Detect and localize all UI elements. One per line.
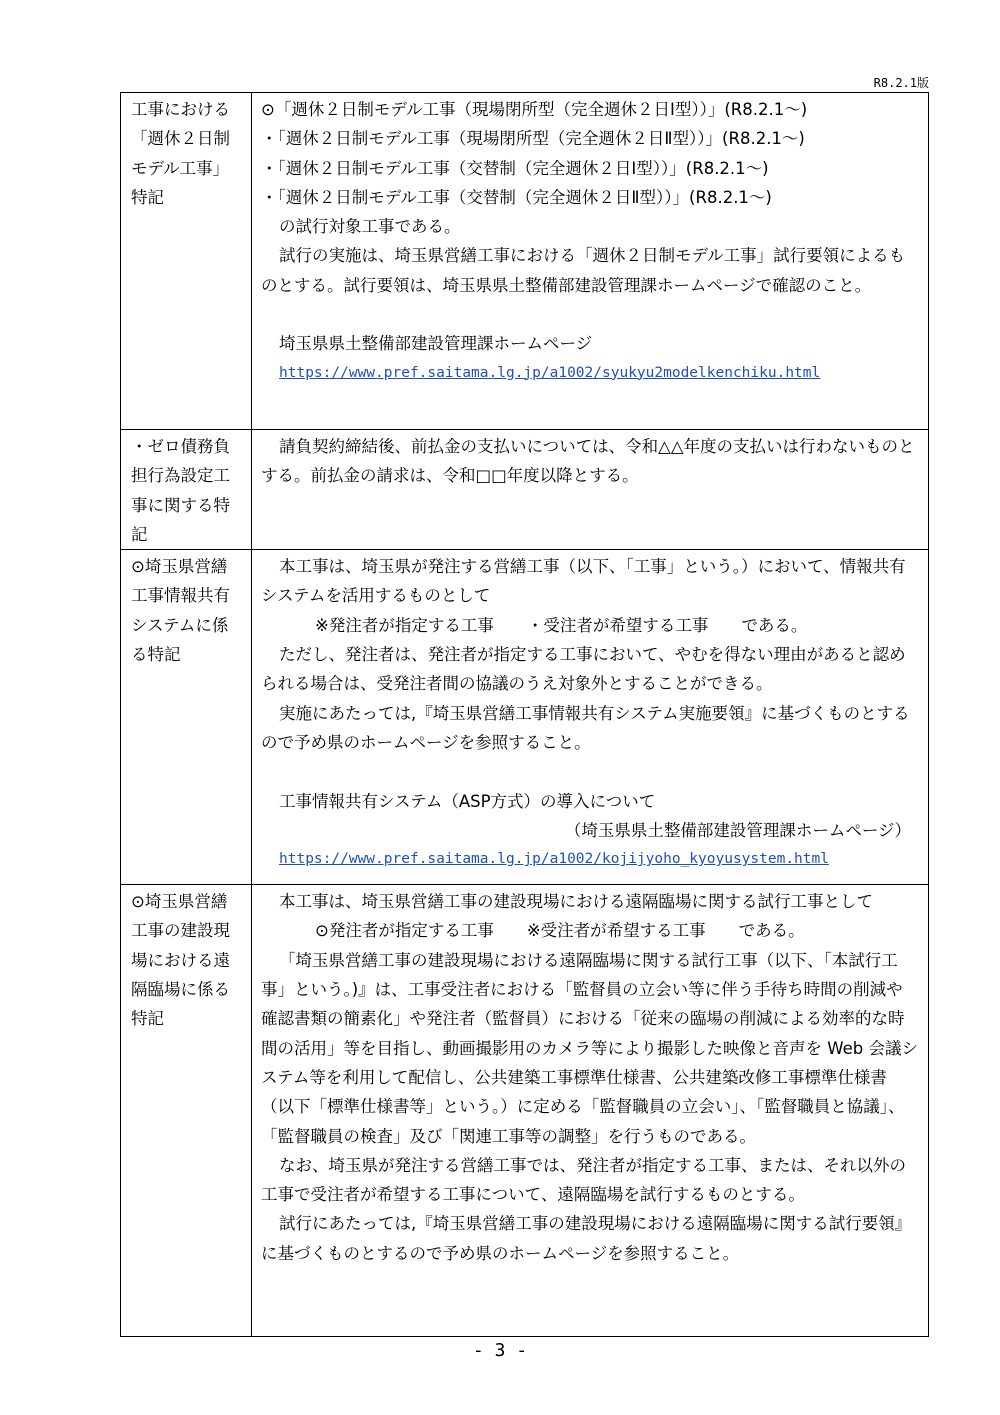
row-content (252, 430, 929, 550)
choice-line: ⊙発注者が指定する工事 ※受注者が希望する工事 である。 (315, 921, 805, 941)
row-label: ⊙埼玉県営繕工事情報共有システムに係る特記 (121, 550, 252, 885)
version-label: R8.2.1版 (873, 76, 929, 90)
homepage-link[interactable]: https://www.pref.saitama.lg.jp/a1002/syukyu2modelkenchiku.html (279, 364, 821, 381)
row-label: ⊙埼玉県営繕工事の建設現場における遠隔臨場に係る特記 (121, 885, 252, 1337)
model-type-line: ・「週休２日制モデル工事（交替制（完全週休２日Ⅰ型））」(R8.2.1～) (261, 158, 769, 178)
paragraph: ただし、発注者は、発注者が指定する工事において、やむを得ない理由があると認められる場合は、受発注者間の協議のうえ対象外とすることができる。 (261, 645, 906, 694)
paragraph: 本工事は、埼玉県が発注する営繕工事（以下、「工事」という。）において、情報共有システムを活用するものとして (261, 557, 906, 606)
model-type-line: ・「週休２日制モデル工事（現場閉所型（完全週休２日Ⅱ型））」(R8.2.1～) (261, 129, 805, 149)
paragraph: 実施にあたっては,『埼玉県営繕工事情報共有システム実施要領』に基づくものとするので予め県のホームページを参照すること。 (261, 703, 910, 752)
row-content (252, 885, 929, 1337)
row-content (252, 93, 929, 430)
table-row (121, 93, 929, 430)
page-number: - 3 - (472, 1340, 528, 1361)
row-label: 工事における「週休２日制モデル工事」特記 (121, 93, 252, 430)
link-title: 埼玉県県土整備部建設管理課ホームページ (279, 334, 593, 354)
model-type-line: ⊙「週休２日制モデル工事（現場閉所型（完全週休２日Ⅰ型））」(R8.2.1～) (261, 100, 808, 119)
row-label: ・ゼロ債務負担行為設定工事に関する特記 (121, 430, 252, 550)
paragraph: 「埼玉県営繕工事の建設現場における遠隔臨場に関する試行工事（以下、「本試行工事」という。)』は、工事受注者における「監督員の立会い等に伴う手待ち時間の削減や確認書類の簡素化」や発注者（監督員）における「従来の臨場の削減による効率的な時間の活用」等を目指し、動画撮影用のカメラ等により撮影した映像と音声を Web 会議システム等を利用して配信し、公共建築工事標準仕様書、公共建築改修工事標準仕様書（以下「標準仕様書等」という。）に定める「監督職員の立会い」、「監督職員と協議」、「監督職員の検査」及び「関連工事等の調整」を行うものである。 (261, 950, 918, 1146)
paragraph: 試行の実施は、埼玉県営繕工事における「週休２日制モデル工事」試行要領によるものとする。試行要領は、埼玉県県土整備部建設管理課ホームページで確認のこと。 (261, 246, 906, 295)
paragraph: なお、埼玉県が発注する営繕工事では、発注者が指定する工事、または、それ以外の工事で受注者が希望する工事について、遠隔臨場を試行するものとする。 (261, 1155, 906, 1205)
homepage-link[interactable]: https://www.pref.saitama.lg.jp/a1002/kojijyoho_kyoyusystem.html (279, 851, 829, 868)
row-content (252, 550, 929, 885)
choice-line: ※発注者が指定する工事 ・受注者が希望する工事 である。 (315, 615, 808, 635)
link-source: （埼玉県県土整備部建設管理課ホームページ） (564, 820, 911, 840)
model-type-line: ・「週休２日制モデル工事（交替制（完全週休２日Ⅱ型））」(R8.2.1～) (261, 187, 772, 207)
table-row (121, 550, 929, 885)
paragraph: 請負契約締結後、前払金の支払いについては、令和△△年度の支払いは行わないものとする。前払金の請求は、令和□□年度以降とする。 (261, 437, 915, 486)
table-row (121, 430, 929, 550)
paragraph: 試行にあたっては,『埼玉県営繕工事の建設現場における遠隔臨場に関する試行要領』に基づくものとするので予め県のホームページを参照すること。 (261, 1214, 912, 1263)
link-title: 工事情報共有システム（ASP方式）の導入について (279, 791, 656, 811)
table-row (121, 885, 929, 1337)
model-type-line: の試行対象工事である。 (279, 217, 461, 237)
paragraph: 本工事は、埼玉県営繕工事の建設現場における遠隔臨場に関する試行工事として (279, 892, 873, 912)
specification-table (120, 92, 929, 1337)
